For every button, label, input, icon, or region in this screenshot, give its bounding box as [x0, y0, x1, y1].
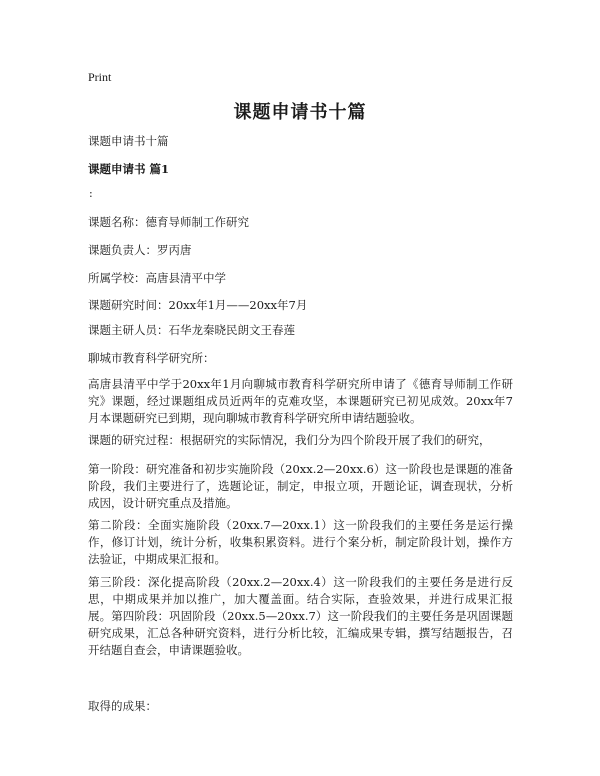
field-topic-name: 课题名称：德育导师制工作研究 [88, 215, 249, 229]
stage1-paragraph: 第一阶段：研究准备和初步实施阶段（20xx.2—20xx.6）这一阶段也是课题的准备阶段，我们主要进行了，选题论证，制定，申报立项，开题论证，调查现状，分析成因，设计研究重点及措施。 [88, 462, 513, 510]
process-intro-paragraph: 课题的研究过程：根据研究的实际情况，我们分为四个阶段开展了我们的研究， [88, 433, 491, 447]
field-school: 所属学校：高唐县清平中学 [88, 271, 226, 285]
stage3-4-paragraph: 第三阶段：深化提高阶段（20xx.2—20xx.4）这一阶段我们的主要任务是进行反思，中期成果并加以推广，加大覆盖面。结合实际，查验效果，并进行成果汇报展。第四阶段：巩固阶段（20xx.5—20xx.7）这一阶段我们的主要任务是巩固课题研究成果，汇总各种研究资料，进行分析比较，汇编成果专辑，撰写结题报告，召开结题自查会，申请课题验收。 [88, 575, 513, 657]
list-marker: : [89, 187, 93, 200]
print-label: Print [88, 70, 112, 84]
page-title: 课题申请书十篇 [233, 102, 367, 123]
document-subtitle: 课题申请书十篇 [88, 134, 169, 148]
results-heading: 取得的成果： [88, 699, 157, 713]
field-main-researchers: 课题主研人员：石华龙秦晓民朗文王春莲 [88, 323, 295, 337]
section-heading: 课题申请书 篇1 [88, 162, 170, 176]
field-research-period: 课题研究时间：20xx年1月——20xx年7月 [88, 298, 308, 312]
stage2-paragraph: 第二阶段：全面实施阶段（20xx.7—20xx.1）这一阶段我们的主要任务是运行操作，修订计划，统计分析，收集积累资料。进行个案分析，制定阶段计划，操作方法验证，中期成果汇报和。 [88, 518, 513, 566]
addressee: 聊城市教育科学研究所： [88, 351, 215, 365]
intro-paragraph: 高唐县清平中学于20xx年1月向聊城市教育科学研究所申请了《德育导师制工作研究》课题，经过课题组成员近两年的克难攻坚，本课题研究已初见成效。20xx年7月本课题研究已到期，现向聊城市教育科学研究所申请结题验收。 [88, 377, 513, 425]
field-project-lead: 课题负责人：罗丙唐 [88, 243, 192, 257]
